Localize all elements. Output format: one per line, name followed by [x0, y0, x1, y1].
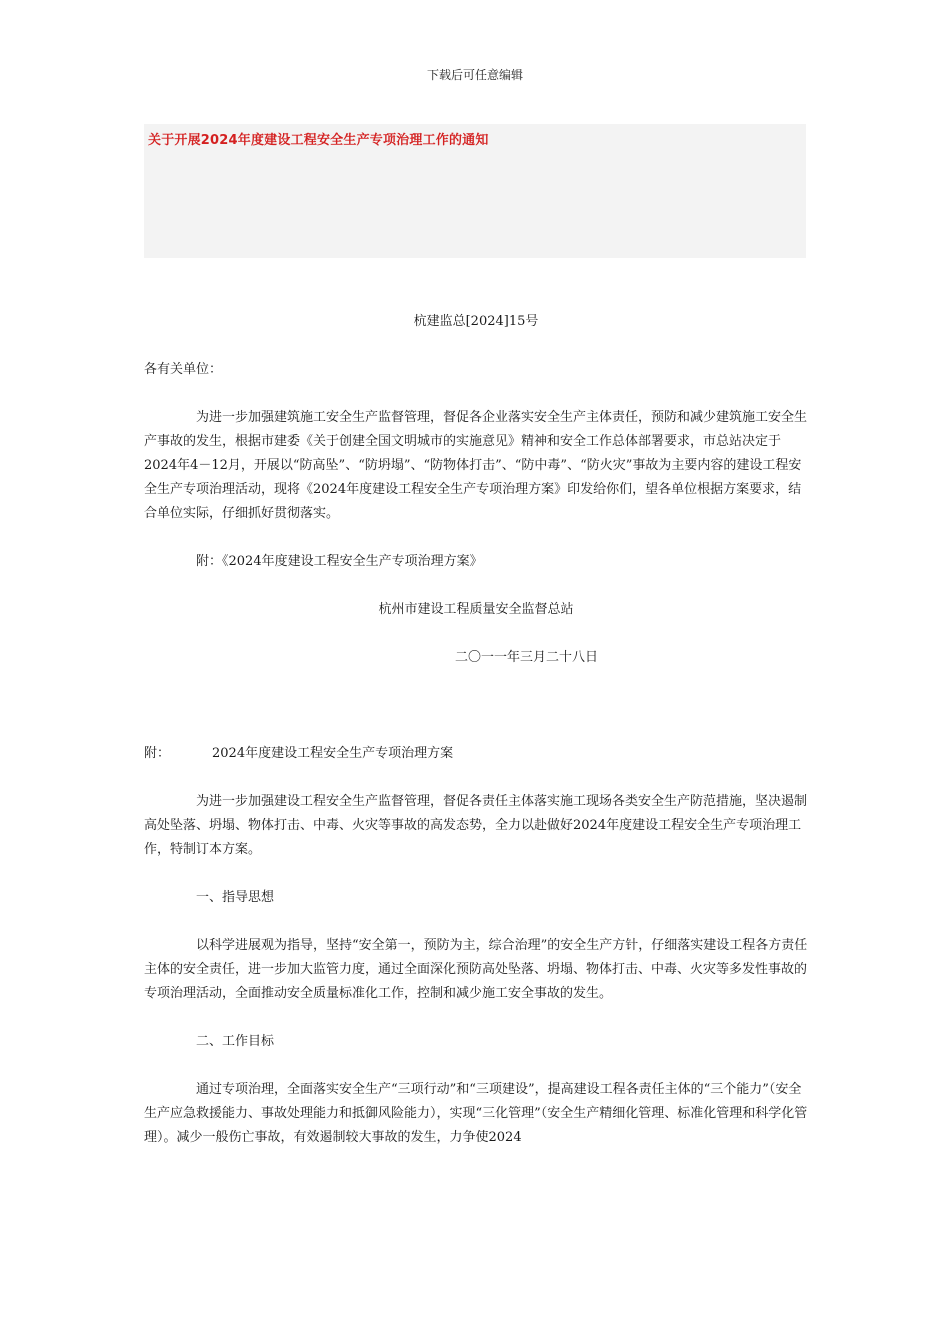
plan-intro: 为进一步加强建设工程安全生产监督管理，督促各责任主体落实施工现场各类安全生产防范措施，坚决遏制高处坠落、坍塌、物体打击、中毒、火灾等事故的高发态势，全力以赴做好2024年度建设工程安全生产专项治理工作，特制订本方案。 [144, 794, 808, 857]
document-content [144, 310, 808, 1150]
section2-heading: 二、工作目标 [196, 1034, 275, 1049]
notice-attachment: 附：《2024年度建设工程安全生产专项治理方案》 [196, 554, 483, 569]
section1-body: 以科学进展观为指导，坚持“安全第一，预防为主，综合治理”的安全生产方针，仔细落实建设工程各方责任主体的安全责任，进一步加大监管力度，通过全面深化预防高处坠落、坍塌、物体打击、中毒、火灾等多发性事故的专项治理活动，全面推动安全质量标准化工作，控制和减少施工安全事故的发生。 [144, 938, 808, 1001]
plan-attachment-line [144, 742, 808, 766]
notice-title: 关于开展2024年度建设工程安全生产专项治理工作的通知 [148, 133, 489, 148]
section2-body: 通过专项治理，全面落实安全生产“三项行动”和“三项建设”，提高建设工程各责任主体的“三个能力”（安全生产应急救援能力、事故处理能力和抵御风险能力），实现“三化管理”（安全生产精细化管理、标准化管理和科学化管理）。减少一般伤亡事故，有效遏制较大事故的发生，力争使2024 [144, 1082, 808, 1145]
notice-body: 为进一步加强建筑施工安全生产监督管理，督促各企业落实安全生产主体责任，预防和减少建筑施工安全生产事故的发生，根据市建委《关于创建全国文明城市的实施意见》精神和安全工作总体部署要求，市总站决定于2024年4－12月，开展以“防高坠”、“防坍塌”、“防物体打击”、“防中毒”、“防火灾”事故为主要内容的建设工程安全生产专项治理活动，现将《2024年度建设工程安全生产专项治理方案》印发给你们，望各单位根据方案要求，结合单位实际，仔细抓好贯彻落实。 [144, 410, 808, 521]
header-note: 下载后可任意编辑 [426, 68, 523, 82]
plan-attachment-label: 附： [144, 746, 171, 761]
issuer: 杭州市建设工程质量安全监督总站 [378, 602, 574, 617]
title-box [144, 124, 806, 258]
issue-date: 二〇一一年三月二十八日 [454, 650, 598, 665]
doc-number: 杭建监总[2024]15号 [413, 314, 539, 329]
salutation: 各有关单位： [144, 362, 223, 377]
plan-attachment-title: 2024年度建设工程安全生产专项治理方案 [212, 746, 454, 761]
section1-heading: 一、指导思想 [196, 890, 275, 905]
